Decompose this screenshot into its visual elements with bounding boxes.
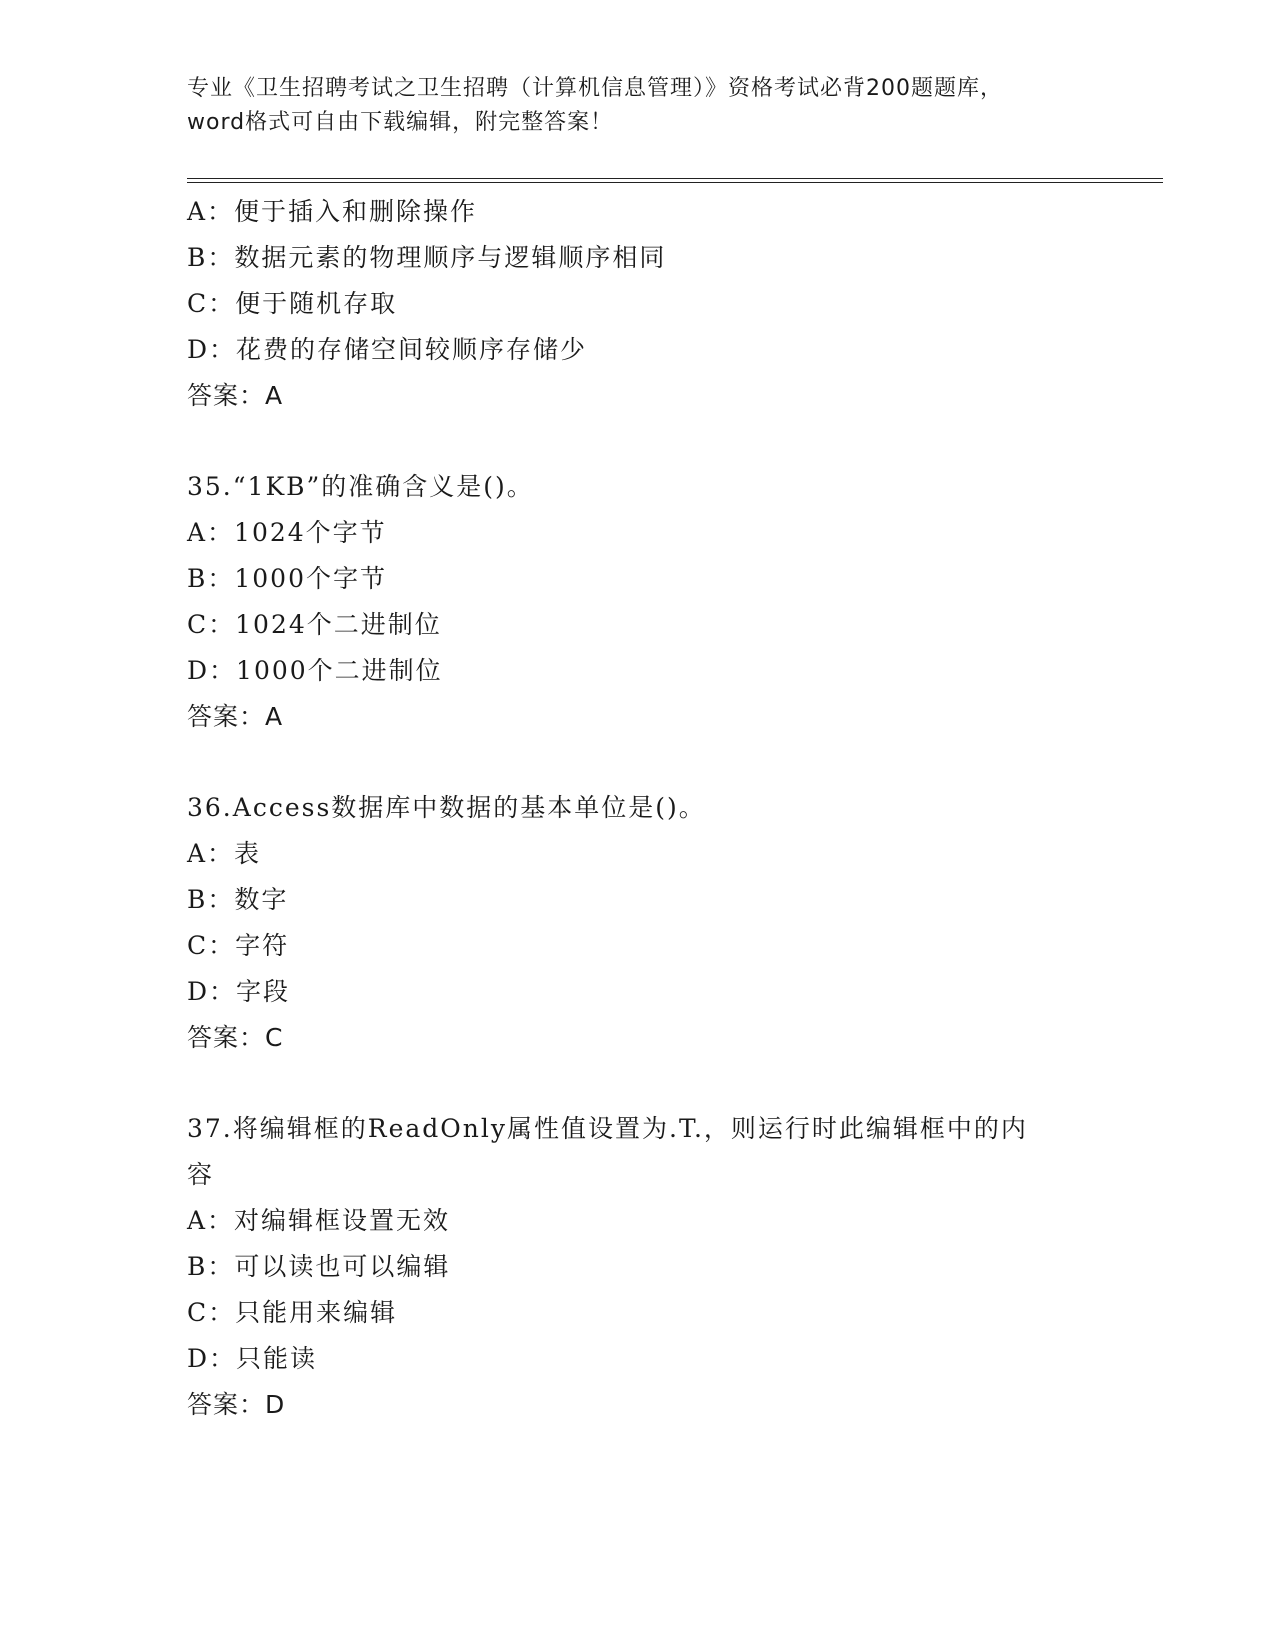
header-line-1: 专业《卫生招聘考试之卫生招聘（计算机信息管理）》资格考试必背200题题库， (187, 76, 1003, 101)
question-block (187, 189, 1087, 419)
option-b: B：数字 (187, 885, 289, 914)
header-divider-bottom (187, 182, 1163, 183)
document-header (187, 72, 1087, 140)
answer-text: 答案：A (187, 702, 284, 731)
answer-text: 答案：A (187, 381, 284, 410)
question-text: 37.将编辑框的ReadOnly属性值设置为.T.，则运行时此编辑框中的内容 (187, 1114, 1028, 1189)
question-list (187, 189, 1087, 1428)
option-d: D：只能读 (187, 1344, 318, 1373)
option-c: C：便于随机存取 (187, 289, 398, 318)
option-d: D：花费的存储空间较顺序存储少 (187, 335, 588, 364)
option-a: A：表 (187, 839, 262, 868)
option-a: A：1024个字节 (187, 518, 387, 547)
option-c: C：字符 (187, 931, 290, 960)
question-text: 35.“1KB”的准确含义是()。 (187, 472, 534, 501)
question-block (187, 464, 1087, 740)
question-text: 36.Access数据库中数据的基本单位是()。 (187, 793, 706, 822)
option-c: C：只能用来编辑 (187, 1298, 398, 1327)
question-block (187, 1106, 1087, 1428)
header-divider-top (187, 178, 1163, 179)
option-b: B：1000个字节 (187, 564, 387, 593)
option-d: D：1000个二进制位 (187, 656, 443, 685)
option-b: B：数据元素的物理顺序与逻辑顺序相同 (187, 243, 667, 272)
option-b: B：可以读也可以编辑 (187, 1252, 451, 1281)
option-a: A：便于插入和删除操作 (187, 197, 478, 226)
header-line-2: word格式可自由下载编辑，附完整答案！ (187, 110, 614, 135)
answer-text: 答案：D (187, 1390, 286, 1419)
option-c: C：1024个二进制位 (187, 610, 442, 639)
option-d: D：字段 (187, 977, 291, 1006)
question-block (187, 785, 1087, 1061)
answer-text: 答案：C (187, 1023, 284, 1052)
option-a: A：对编辑框设置无效 (187, 1206, 451, 1235)
